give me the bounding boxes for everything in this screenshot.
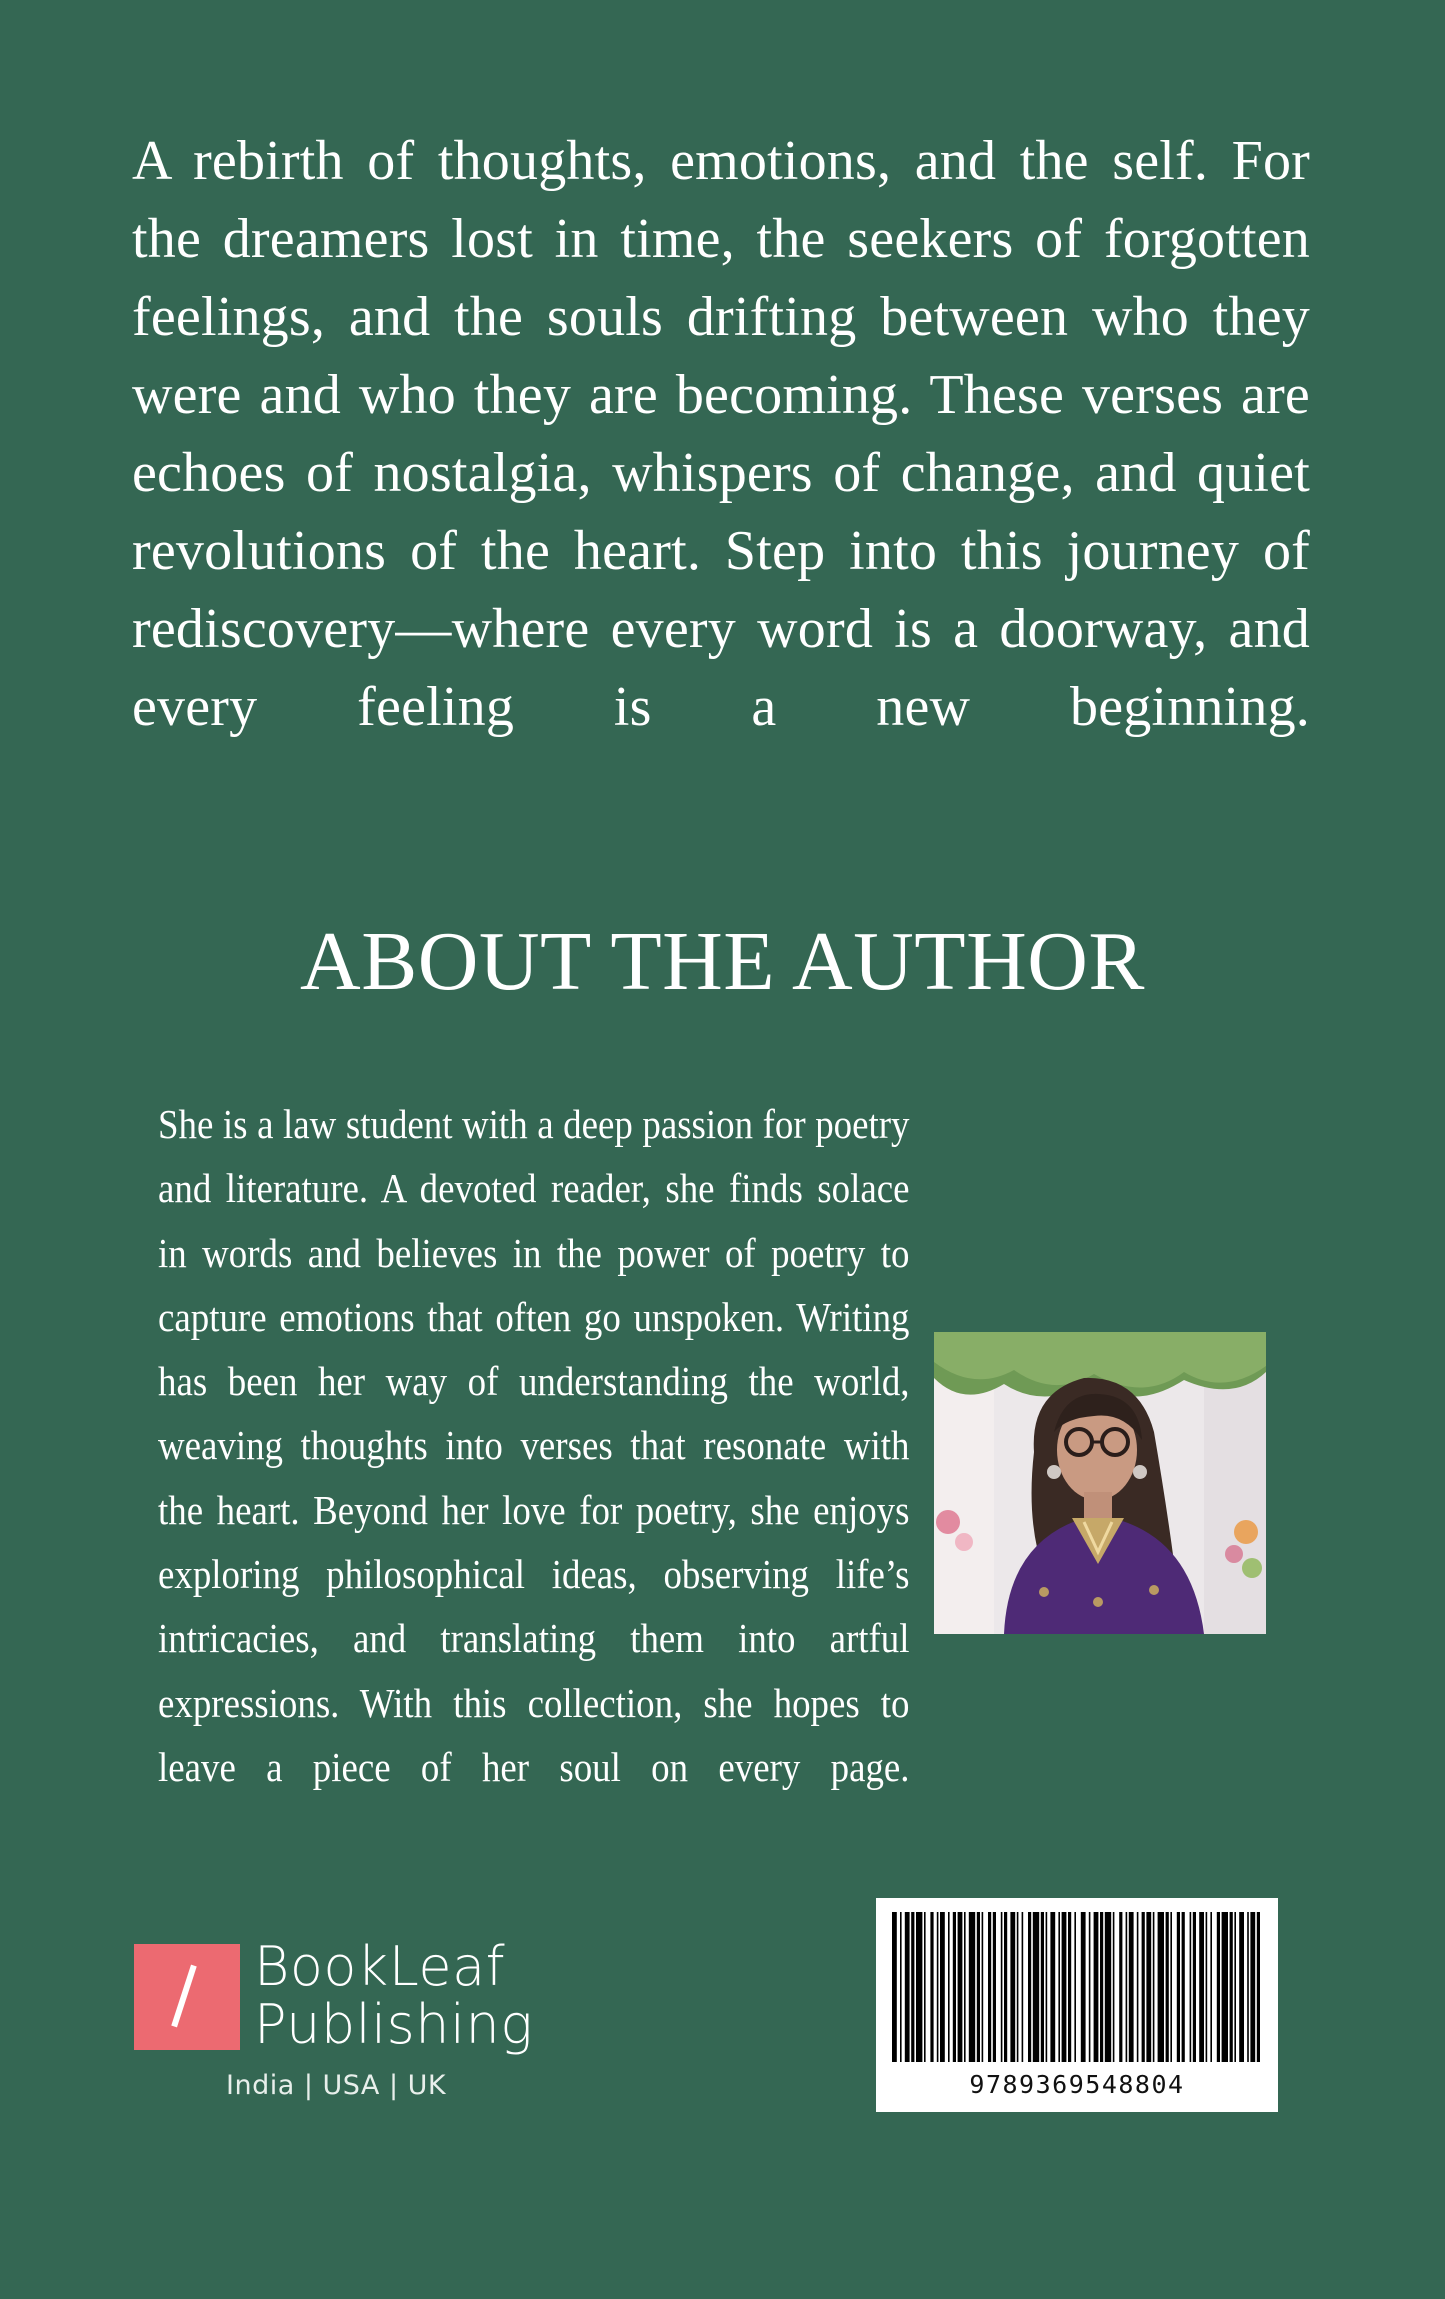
isbn-number: 9789369548804	[969, 2070, 1185, 2099]
publisher-logo	[134, 1935, 554, 2124]
publisher-name-line1: BookLeaf	[254, 1935, 506, 1998]
publisher-mark-icon	[134, 1944, 240, 2050]
author-bio: She is a law student with a deep passion for poetry and literature. A devoted reader, she finds solace in words and believes in the power of poetry to capture emotions that often go unspoken. Writing has been her way of understanding the world, weaving thoughts into verses that resonate with the heart. Beyond her love for poetry, she enjoys exploring philosophical ideas, observing life’s intricacies, and translating them into artful expressions. With this collection, she hopes to leave a piece of her soul on every page.	[158, 1101, 910, 1790]
barcode-bars	[876, 1898, 1278, 2070]
publisher-name	[254, 1935, 534, 2056]
about-author-heading: ABOUT THE AUTHOR	[300, 915, 1145, 1008]
isbn-barcode	[876, 1898, 1278, 2112]
author-photo	[934, 1332, 1266, 1634]
publisher-name-line2: Publishing	[254, 1993, 534, 2056]
publisher-regions: India | USA | UK	[226, 2070, 447, 2101]
book-blurb: A rebirth of thoughts, emotions, and the self. For the dreamers lost in time, the seekers of forgotten feelings, and the souls drifting between who they were and who they are becoming. These verses are echoes of nostalgia, whispers of change, and quiet revolutions of the heart. Step into this journey of rediscovery—where every word is a doorway, and every feeling is a new beginning.	[132, 130, 1310, 738]
